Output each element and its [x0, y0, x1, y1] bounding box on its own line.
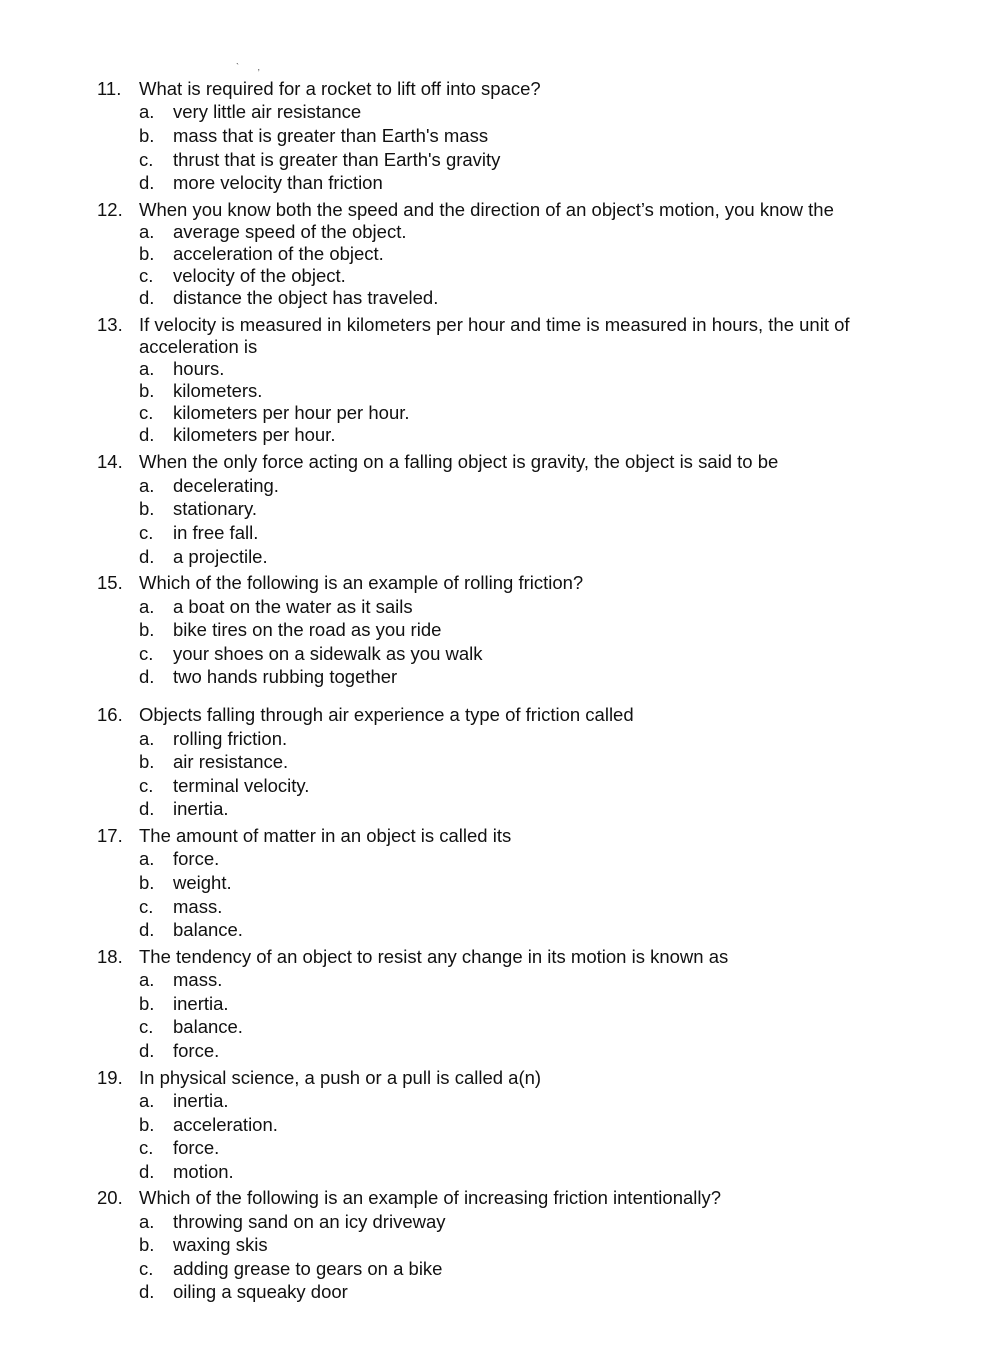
option-text: inertia.	[173, 993, 229, 1014]
option-text: two hands rubbing together	[173, 666, 398, 687]
option-letter: d.	[139, 424, 155, 445]
option-text: average speed of the object.	[173, 221, 407, 242]
question-number: 11.	[97, 78, 122, 99]
question-text: When you know both the speed and the direction of an object’s motion, you know the	[139, 199, 834, 220]
answer-option[interactable]	[0, 1234, 1000, 1258]
question-number: 20.	[97, 1187, 123, 1208]
answer-option[interactable]	[0, 172, 1000, 196]
option-text: motion.	[173, 1161, 234, 1182]
question-12	[0, 199, 1000, 309]
question-16	[0, 704, 1000, 822]
option-text: stationary.	[173, 498, 257, 519]
answer-option[interactable]	[0, 798, 1000, 822]
answer-option[interactable]	[0, 522, 1000, 546]
question-number: 17.	[97, 825, 123, 846]
option-text: thrust that is greater than Earth's gravity	[173, 149, 501, 170]
option-text: inertia.	[173, 1090, 229, 1111]
option-letter: d.	[139, 1281, 155, 1302]
answer-option[interactable]	[0, 728, 1000, 751]
option-text: hours.	[173, 358, 225, 379]
option-letter: a.	[139, 1211, 155, 1232]
option-text: kilometers per hour.	[173, 424, 336, 445]
option-text: oiling a squeaky door	[173, 1281, 348, 1302]
option-letter: d.	[139, 1040, 155, 1061]
answer-option[interactable]	[0, 149, 1000, 172]
question-text: Which of the following is an example of increasing friction intentionally?	[139, 1187, 722, 1208]
option-letter: c.	[139, 1137, 154, 1158]
option-letter: a.	[139, 358, 155, 379]
question-text: Objects falling through air experience a type of friction called	[139, 704, 634, 725]
option-text: balance.	[173, 919, 243, 940]
answer-option[interactable]	[0, 751, 1000, 775]
answer-option[interactable]	[0, 221, 1000, 243]
option-text: waxing skis	[173, 1234, 268, 1255]
option-text: acceleration of the object.	[173, 243, 384, 264]
answer-option[interactable]	[0, 1090, 1000, 1114]
answer-option[interactable]	[0, 475, 1000, 498]
option-letter: b.	[139, 993, 155, 1014]
option-text: in free fall.	[173, 522, 259, 543]
answer-option[interactable]	[0, 993, 1000, 1016]
question-number: 15.	[97, 572, 123, 593]
option-text: balance.	[173, 1016, 243, 1037]
option-text: your shoes on a sidewalk as you walk	[173, 643, 483, 664]
option-letter: b.	[139, 1114, 155, 1135]
option-letter: c.	[139, 896, 154, 917]
option-text: mass that is greater than Earth's mass	[173, 125, 489, 146]
option-letter: c.	[139, 265, 154, 286]
option-text: more velocity than friction	[173, 172, 383, 193]
question-text: If velocity is measured in kilometers per hour and time is measured in hours, the unit of acceleration is	[139, 314, 850, 357]
option-text: force.	[173, 848, 220, 869]
option-letter: a.	[139, 1090, 155, 1111]
option-text: a projectile.	[173, 546, 268, 567]
option-letter: b.	[139, 380, 155, 401]
option-letter: c.	[139, 149, 154, 170]
option-text: a boat on the water as it sails	[173, 596, 413, 617]
question-number: 19.	[97, 1067, 123, 1088]
answer-option[interactable]	[0, 1281, 1000, 1305]
answer-option[interactable]	[0, 1114, 1000, 1137]
option-text: velocity of the object.	[173, 265, 346, 286]
option-letter: c.	[139, 402, 154, 423]
question-20	[0, 1187, 1000, 1305]
option-letter: d.	[139, 546, 155, 567]
question-number: 13.	[97, 314, 123, 335]
question-number: 14.	[97, 451, 123, 472]
answer-option[interactable]	[0, 125, 1000, 149]
question-15	[0, 572, 1000, 690]
question-18	[0, 946, 1000, 1064]
answer-option[interactable]	[0, 243, 1000, 265]
option-letter: c.	[139, 643, 154, 664]
option-text: very little air resistance	[173, 101, 362, 122]
option-letter: b.	[139, 619, 155, 640]
option-text: weight.	[173, 872, 232, 893]
option-letter: a.	[139, 221, 155, 242]
option-letter: b.	[139, 243, 155, 264]
question-11	[0, 78, 1000, 196]
option-text: adding grease to gears on a bike	[173, 1258, 443, 1279]
option-letter: c.	[139, 1258, 154, 1279]
option-text: throwing sand on an icy driveway	[173, 1211, 446, 1232]
option-text: rolling friction.	[173, 728, 288, 749]
option-text: distance the object has traveled.	[173, 287, 439, 308]
answer-option[interactable]	[0, 1137, 1000, 1161]
option-letter: d.	[139, 172, 155, 193]
option-letter: a.	[139, 596, 155, 617]
answer-option[interactable]	[0, 498, 1000, 522]
question-13	[0, 314, 1000, 446]
answer-option[interactable]	[0, 546, 1000, 570]
question-text: The amount of matter in an object is called its	[139, 825, 512, 846]
option-letter: d.	[139, 1161, 155, 1182]
question-text: What is required for a rocket to lift off into space?	[139, 78, 541, 99]
option-letter: c.	[139, 1016, 154, 1037]
answer-option[interactable]	[0, 969, 1000, 993]
question-text: Which of the following is an example of rolling friction?	[139, 572, 584, 593]
option-text: kilometers.	[173, 380, 263, 401]
answer-option[interactable]	[0, 643, 1000, 666]
answer-option[interactable]	[0, 358, 1000, 380]
option-letter: b.	[139, 872, 155, 893]
option-text: acceleration.	[173, 1114, 278, 1135]
option-text: air resistance.	[173, 751, 289, 772]
option-text: bike tires on the road as you ride	[173, 619, 442, 640]
answer-option[interactable]	[0, 424, 1000, 446]
answer-option[interactable]	[0, 1161, 1000, 1185]
option-text: decelerating.	[173, 475, 279, 496]
answer-option[interactable]	[0, 896, 1000, 919]
option-text: kilometers per hour per hour.	[173, 402, 410, 423]
answer-option[interactable]	[0, 596, 1000, 619]
option-text: mass.	[173, 896, 223, 917]
answer-option[interactable]	[0, 287, 1000, 309]
option-letter: a.	[139, 101, 155, 122]
option-letter: b.	[139, 125, 155, 146]
question-19	[0, 1067, 1000, 1185]
answer-option[interactable]	[0, 919, 1000, 943]
option-letter: a.	[139, 848, 155, 869]
option-letter: d.	[139, 287, 155, 308]
option-letter: b.	[139, 498, 155, 519]
answer-option[interactable]	[0, 775, 1000, 798]
option-letter: a.	[139, 969, 155, 990]
answer-option[interactable]	[0, 380, 1000, 402]
answer-option[interactable]	[0, 265, 1000, 287]
header-mark: ` ,	[236, 62, 268, 72]
question-text: When the only force acting on a falling object is gravity, the object is said to be	[139, 451, 779, 472]
question-text: In physical science, a push or a pull is called a(n)	[139, 1067, 542, 1088]
question-number: 18.	[97, 946, 123, 967]
question-14	[0, 451, 1000, 570]
option-text: terminal velocity.	[173, 775, 310, 796]
option-text: force.	[173, 1040, 220, 1061]
option-letter: b.	[139, 751, 155, 772]
answer-option[interactable]	[0, 402, 1000, 424]
answer-option[interactable]	[0, 1211, 1000, 1234]
option-text: force.	[173, 1137, 220, 1158]
option-letter: d.	[139, 666, 155, 687]
option-letter: d.	[139, 919, 155, 940]
question-text: The tendency of an object to resist any change in its motion is known as	[139, 946, 729, 967]
option-letter: a.	[139, 728, 155, 749]
option-text: inertia.	[173, 798, 229, 819]
option-text: mass.	[173, 969, 223, 990]
answer-option[interactable]	[0, 1258, 1000, 1281]
question-17	[0, 825, 1000, 943]
question-number: 16.	[97, 704, 123, 725]
question-number: 12.	[97, 199, 123, 220]
option-letter: a.	[139, 475, 155, 496]
answer-option[interactable]	[0, 101, 1000, 125]
option-letter: d.	[139, 798, 155, 819]
option-letter: c.	[139, 522, 154, 543]
answer-option[interactable]	[0, 1040, 1000, 1064]
answer-option[interactable]	[0, 666, 1000, 690]
answer-option[interactable]	[0, 872, 1000, 896]
answer-option[interactable]	[0, 848, 1000, 872]
answer-option[interactable]	[0, 1016, 1000, 1040]
option-letter: c.	[139, 775, 154, 796]
option-letter: b.	[139, 1234, 155, 1255]
answer-option[interactable]	[0, 619, 1000, 643]
